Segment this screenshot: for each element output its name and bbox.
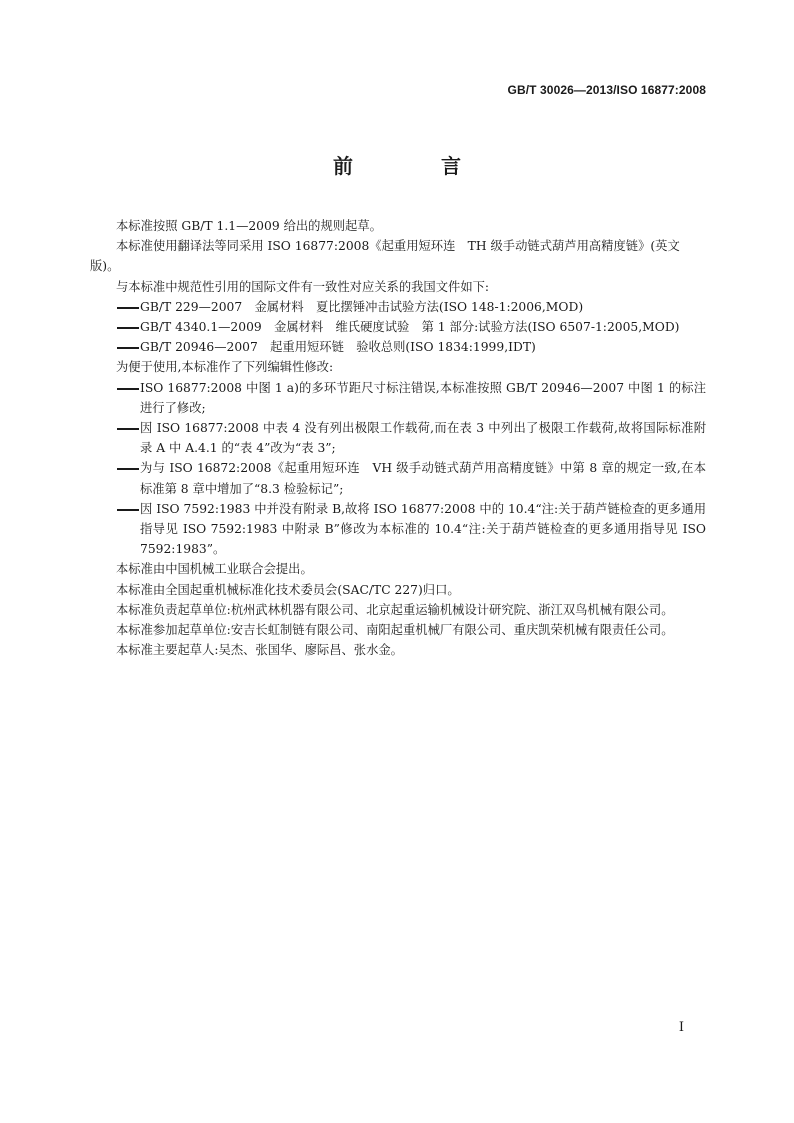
paragraph-references-intro: 与本标准中规范性引用的国际文件有一致性对应关系的我国文件如下: xyxy=(116,279,490,294)
paragraph-participating-drafters: 本标准参加起草单位:安吉长虹制链有限公司、南阳起重机械厂有限公司、重庆凯荣机械有限责任公司。 xyxy=(116,623,674,638)
paragraph-proposed-by: 本标准由中国机械工业联合会提出。 xyxy=(116,562,313,577)
editorial-change-item xyxy=(90,418,706,458)
editorial-change-text: 因 ISO 16877:2008 中表 4 没有列出极限工作载荷,而在表 3 中列出了极限工作载荷,故将国际标准附录 A 中 A.4.1 的“表 4”改为“表 3”; xyxy=(140,421,706,456)
em-dash-marker xyxy=(116,337,140,357)
reference-item xyxy=(90,337,706,357)
reference-text: GB/T 20946—2007 起重用短环链 验收总则(ISO 1834:1999,IDT) xyxy=(140,340,536,355)
editorial-change-item xyxy=(90,499,706,560)
editorial-change-text: 为与 ISO 16872:2008《起重用短环连 VH 级手动链式葫芦用高精度链》中第 8 章的规定一致,在本标准第 8 章中增加了“8.3 检验标记”; xyxy=(140,461,706,496)
em-dash-marker xyxy=(116,499,140,560)
paragraph-adoption: 本标准使用翻译法等同采用 ISO 16877:2008《起重用短环连 TH 级手动链式葫芦用高精度链》(英文版)。 xyxy=(90,239,680,274)
reference-item xyxy=(90,317,706,337)
reference-item xyxy=(90,297,706,317)
paragraph-editorial-intro: 为便于使用,本标准作了下列编辑性修改: xyxy=(116,360,334,375)
header-standard-code: GB/T 30026—2013/ISO 16877:2008 xyxy=(507,83,706,97)
editorial-change-text: 因 ISO 7592:1983 中并没有附录 B,故将 ISO 16877:2008 中的 10.4“注:关于葫芦链检查的更多通用指导见 ISO 7592:1983 中附录 B”修改为本标准的 10.4“注:关于葫芦链检查的更多通用指导见 ISO 7592:1983”。 xyxy=(140,501,706,557)
em-dash-marker xyxy=(116,297,140,317)
reference-text: GB/T 229—2007 金属材料 夏比摆锤冲击试验方法(ISO 148-1:2006,MOD) xyxy=(140,299,584,314)
paragraph-drafting-rules: 本标准按照 GB/T 1.1—2009 给出的规则起草。 xyxy=(116,219,382,233)
page-number: I xyxy=(678,1020,684,1035)
reference-text: GB/T 4340.1—2009 金属材料 维氏硬度试验 第 1 部分:试验方法(ISO 6507-1:2005,MOD) xyxy=(140,320,680,335)
page-title: 前 言 xyxy=(333,154,495,178)
paragraph-lead-drafters: 本标准负责起草单位:杭州武林机器有限公司、北京起重运输机械设计研究院、浙江双鸟机械有限公司。 xyxy=(116,602,674,617)
editorial-change-item xyxy=(90,458,706,498)
em-dash-marker xyxy=(116,458,140,498)
document-body xyxy=(90,216,706,660)
editorial-change-text: ISO 16877:2008 中图 1 a)的多环节距尺寸标注错误,本标准按照 GB/T 20946—2007 中图 1 的标注进行了修改; xyxy=(140,380,706,415)
em-dash-marker xyxy=(116,378,140,418)
paragraph-main-drafters: 本标准主要起草人:吴杰、张国华、廖际昌、张水金。 xyxy=(116,643,403,658)
paragraph-centralized-by: 本标准由全国起重机械标准化技术委员会(SAC/TC 227)归口。 xyxy=(116,582,460,597)
em-dash-marker xyxy=(116,317,140,337)
em-dash-marker xyxy=(116,418,140,458)
editorial-change-item xyxy=(90,378,706,418)
